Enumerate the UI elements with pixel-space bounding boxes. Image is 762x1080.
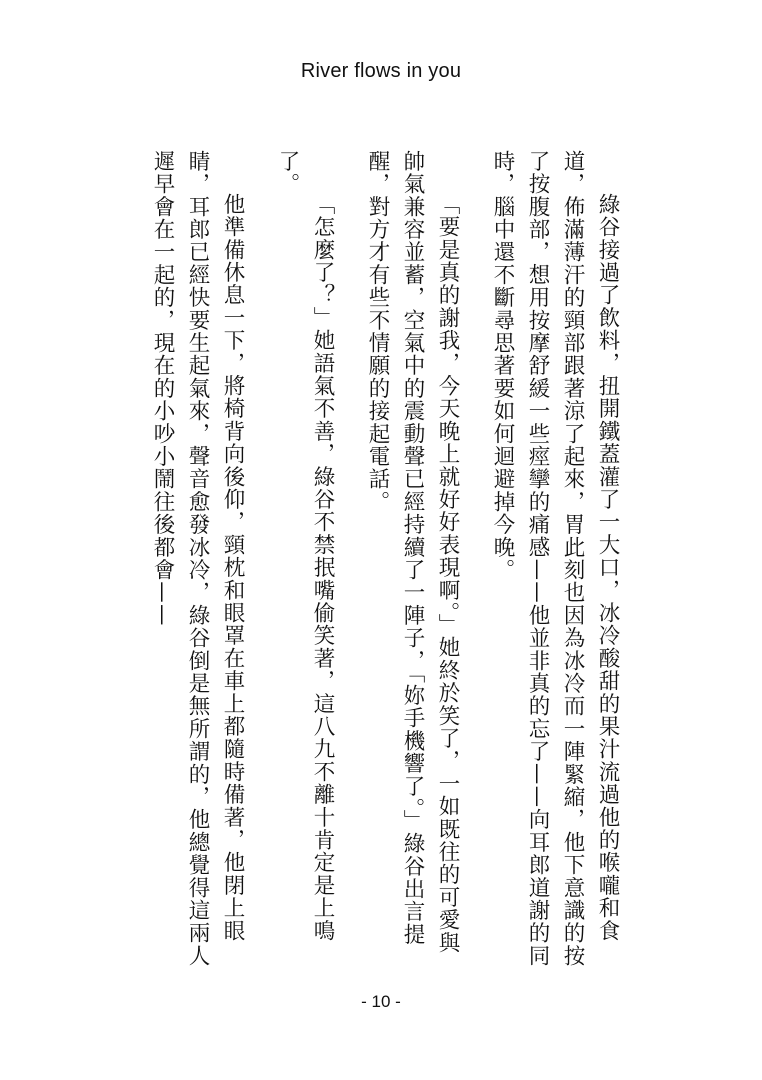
paragraph-1: 綠谷接過了飲料，扭開鐵蓋灌了一大口，冰冷酸甜的果汁流過他的喉嚨和食道，佈滿薄汗的頸部跟著涼了起來，胃此刻也因為冰冷而一陣緊縮，他下意識的按了按腹部，想用按摩舒緩一些痙攣的痛感——他並非真的忘了——向耳郎道謝的同時，腦中還不斷尋思著要如何迴避掉今晚。 [490, 150, 620, 968]
page-number: - 10 - [361, 992, 401, 1011]
paragraph-4: 他準備休息一下，將椅背向後仰，頸枕和眼罩在車上都隨時備著，他閉上眼睛，耳郎已經快要生起氣來，聲音愈發冰冷，綠谷倒是無所謂的，他總覺得這兩人遲早會在一起的，現在的小吵小鬧往後都會—— [150, 150, 245, 968]
vertical-body-text [150, 150, 625, 970]
paragraph-2: 「要是真的謝我，今天晚上就好好表現啊。」她終於笑了，一如既往的可愛與帥氣兼容並蓄，空氣中的震動聲已經持續了一陣子，「妳手機響了。」綠谷出言提醒，對方才有些不情願的接起電話。 [365, 150, 460, 955]
page-title: River flows in you [300, 60, 462, 82]
paragraph-3: 「怎麼了？」她語氣不善，綠谷不禁抿嘴偷笑著，這八九不離十肯定是上鳴了。 [275, 150, 335, 943]
